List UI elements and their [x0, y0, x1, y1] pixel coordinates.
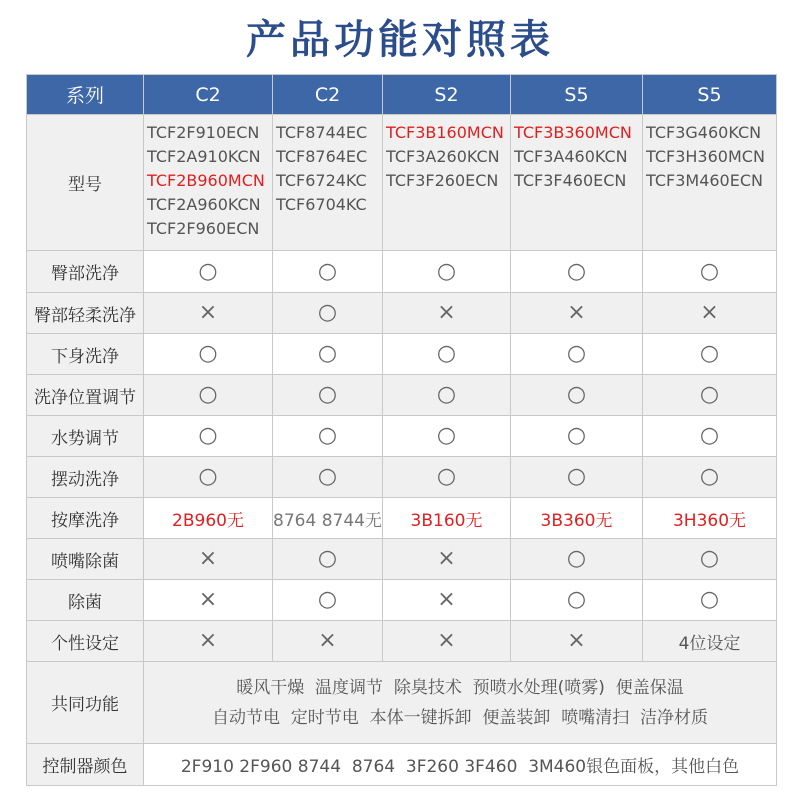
model-number: TCF2F960ECN	[147, 219, 260, 238]
feature-value	[643, 498, 777, 539]
feature-label: 水势调节	[27, 416, 144, 457]
feature-value	[383, 334, 511, 375]
circle-mark: ○	[317, 423, 338, 448]
model-number: TCF3B160MCN	[386, 123, 504, 142]
page-title: 产品功能对照表	[246, 16, 554, 63]
model-number: TCF6704KC	[276, 195, 367, 214]
circle-mark: ○	[699, 341, 720, 366]
feature-label: 摆动洗净	[27, 457, 144, 498]
model-number: TCF3G460KCN	[646, 123, 762, 142]
feature-row	[27, 580, 777, 621]
feature-value	[383, 621, 511, 662]
cross-mark: ×	[437, 300, 456, 325]
model-number: TCF6724KC	[276, 171, 367, 190]
circle-mark: ○	[566, 258, 587, 284]
control-color-text: 2F910 2F960 8744 8764 3F260 3F460 3M460银色面板，其他白色	[144, 744, 777, 786]
feature-value	[383, 293, 511, 334]
model-number: TCF8764EC	[276, 147, 368, 166]
circle-mark: ○	[436, 258, 457, 284]
feature-row	[27, 416, 777, 457]
model-row	[27, 115, 777, 251]
model-number: TCF8744EC	[276, 123, 368, 142]
model-number: TCF3F460ECN	[514, 171, 627, 190]
circle-mark: ○	[317, 300, 338, 325]
feature-value	[273, 580, 383, 621]
feature-value	[511, 334, 643, 375]
circle-mark: ○	[699, 382, 720, 407]
model-label: 型号	[27, 115, 144, 251]
circle-mark: ○	[317, 546, 338, 571]
circle-mark: ○	[699, 423, 720, 448]
feature-value	[273, 621, 383, 662]
feature-label: 臀部轻柔洗净	[27, 293, 144, 334]
model-number: TCF3M460ECN	[646, 171, 763, 190]
feature-value	[383, 498, 511, 539]
circle-mark: ○	[317, 258, 338, 284]
feature-value	[643, 580, 777, 621]
feature-label: 臀部洗净	[27, 251, 144, 293]
circle-mark: ○	[566, 423, 587, 448]
cross-mark: ×	[198, 300, 218, 325]
feature-value	[273, 416, 383, 457]
shared-line: 暖风干燥 温度调节 除臭技术 预喷水处理(喷雾) 便盖保温	[236, 677, 684, 698]
circle-mark: ○	[566, 341, 587, 366]
series-c2-b: C2	[273, 75, 383, 115]
circle-mark: ○	[198, 341, 218, 366]
feature-value	[643, 416, 777, 457]
comparison-table	[26, 74, 777, 786]
feature-row	[27, 621, 777, 662]
circle-mark: ○	[317, 341, 338, 366]
feature-value	[144, 580, 273, 621]
feature-value	[144, 621, 273, 662]
feature-value	[383, 457, 511, 498]
feature-value	[643, 334, 777, 375]
circle-mark: ○	[699, 587, 720, 612]
feature-value	[383, 539, 511, 580]
feature-label: 下身洗净	[27, 334, 144, 375]
feature-note: 3B160无	[410, 510, 483, 531]
cross-mark: ×	[198, 587, 218, 612]
circle-mark: ○	[436, 423, 457, 448]
series-header-row	[27, 75, 777, 115]
feature-value	[273, 539, 383, 580]
shared-label: 共同功能	[27, 662, 144, 744]
circle-mark: ○	[566, 464, 587, 489]
series-s5-a: S5	[511, 75, 643, 115]
feature-note: 3B360无	[540, 510, 613, 531]
feature-value	[643, 251, 777, 293]
feature-value	[273, 251, 383, 293]
model-cell	[273, 115, 383, 251]
feature-label: 洗净位置调节	[27, 375, 144, 416]
feature-label: 喷嘴除菌	[27, 539, 144, 580]
circle-mark: ○	[436, 382, 457, 407]
cross-mark: ×	[437, 628, 456, 653]
control-color-row	[27, 744, 777, 786]
feature-value	[383, 251, 511, 293]
model-number: TCF3A260KCN	[386, 147, 500, 166]
feature-value	[511, 293, 643, 334]
feature-value	[144, 293, 273, 334]
feature-value	[511, 457, 643, 498]
feature-value	[273, 334, 383, 375]
feature-value	[273, 375, 383, 416]
feature-value	[511, 498, 643, 539]
feature-label: 除菌	[27, 580, 144, 621]
circle-mark: ○	[566, 382, 587, 407]
circle-mark: ○	[566, 546, 587, 571]
circle-mark: ○	[198, 464, 218, 489]
series-s5-b: S5	[643, 75, 777, 115]
model-cell	[383, 115, 511, 251]
control-color-label: 控制器颜色	[27, 744, 144, 786]
circle-mark: ○	[699, 546, 720, 571]
circle-mark: ○	[699, 464, 720, 489]
circle-mark: ○	[198, 382, 218, 407]
feature-value	[643, 539, 777, 580]
feature-value	[383, 375, 511, 416]
feature-value	[511, 621, 643, 662]
model-number: TCF2A960KCN	[147, 195, 261, 214]
feature-value	[643, 293, 777, 334]
feature-value	[144, 416, 273, 457]
shared-line: 自动节电 定时节电 本体一键拆卸 便盖装卸 喷嘴清扫 洁净材质	[211, 707, 709, 728]
feature-note: 2B960无	[172, 510, 244, 531]
feature-value	[511, 416, 643, 457]
feature-row	[27, 251, 777, 293]
feature-value	[511, 580, 643, 621]
circle-mark: ○	[436, 464, 457, 489]
feature-value	[383, 580, 511, 621]
cross-mark: ×	[567, 628, 586, 653]
series-label: 系列	[27, 75, 144, 115]
feature-label: 按摩洗净	[27, 498, 144, 539]
feature-value	[511, 251, 643, 293]
circle-mark: ○	[317, 382, 338, 407]
feature-value	[643, 375, 777, 416]
feature-value	[144, 498, 273, 539]
feature-note: 4位设定	[678, 633, 741, 654]
feature-value	[144, 251, 273, 293]
model-number: TCF3H360MCN	[646, 147, 765, 166]
feature-value	[643, 621, 777, 662]
circle-mark: ○	[198, 258, 218, 284]
feature-value	[273, 457, 383, 498]
model-number: TCF2F910ECN	[147, 123, 260, 142]
circle-mark: ○	[566, 587, 587, 612]
cross-mark: ×	[198, 628, 218, 653]
circle-mark: ○	[198, 423, 218, 448]
feature-value	[144, 375, 273, 416]
feature-label: 个性设定	[27, 621, 144, 662]
cross-mark: ×	[700, 300, 719, 325]
feature-row	[27, 334, 777, 375]
feature-row	[27, 293, 777, 334]
model-cell	[643, 115, 777, 251]
feature-value	[511, 539, 643, 580]
shared-row	[27, 662, 777, 744]
cross-mark: ×	[567, 300, 586, 325]
cross-mark: ×	[437, 587, 456, 612]
feature-row	[27, 539, 777, 580]
feature-note: 3H360无	[672, 510, 747, 531]
model-number: TCF3A460KCN	[514, 147, 628, 166]
feature-value	[273, 293, 383, 334]
circle-mark: ○	[317, 587, 338, 612]
feature-value	[144, 457, 273, 498]
feature-value	[643, 457, 777, 498]
series-c2-a: C2	[144, 75, 273, 115]
cross-mark: ×	[318, 628, 337, 653]
model-number: TCF3B360MCN	[514, 123, 632, 142]
circle-mark: ○	[317, 464, 338, 489]
feature-row	[27, 498, 777, 539]
feature-row	[27, 375, 777, 416]
model-number: TCF2A910KCN	[147, 147, 261, 166]
feature-row	[27, 457, 777, 498]
feature-value	[144, 334, 273, 375]
circle-mark: ○	[699, 258, 720, 284]
shared-features	[144, 662, 777, 744]
model-number: TCF3F260ECN	[386, 171, 499, 190]
feature-value	[511, 375, 643, 416]
feature-value	[273, 498, 383, 539]
model-cell	[144, 115, 273, 251]
model-cell	[511, 115, 643, 251]
cross-mark: ×	[198, 546, 218, 571]
cross-mark: ×	[437, 546, 456, 571]
feature-note: 8764 8744无	[273, 510, 382, 531]
feature-value	[383, 416, 511, 457]
feature-value	[144, 539, 273, 580]
model-number: TCF2B960MCN	[147, 171, 265, 190]
series-s2: S2	[383, 75, 511, 115]
circle-mark: ○	[436, 341, 457, 366]
